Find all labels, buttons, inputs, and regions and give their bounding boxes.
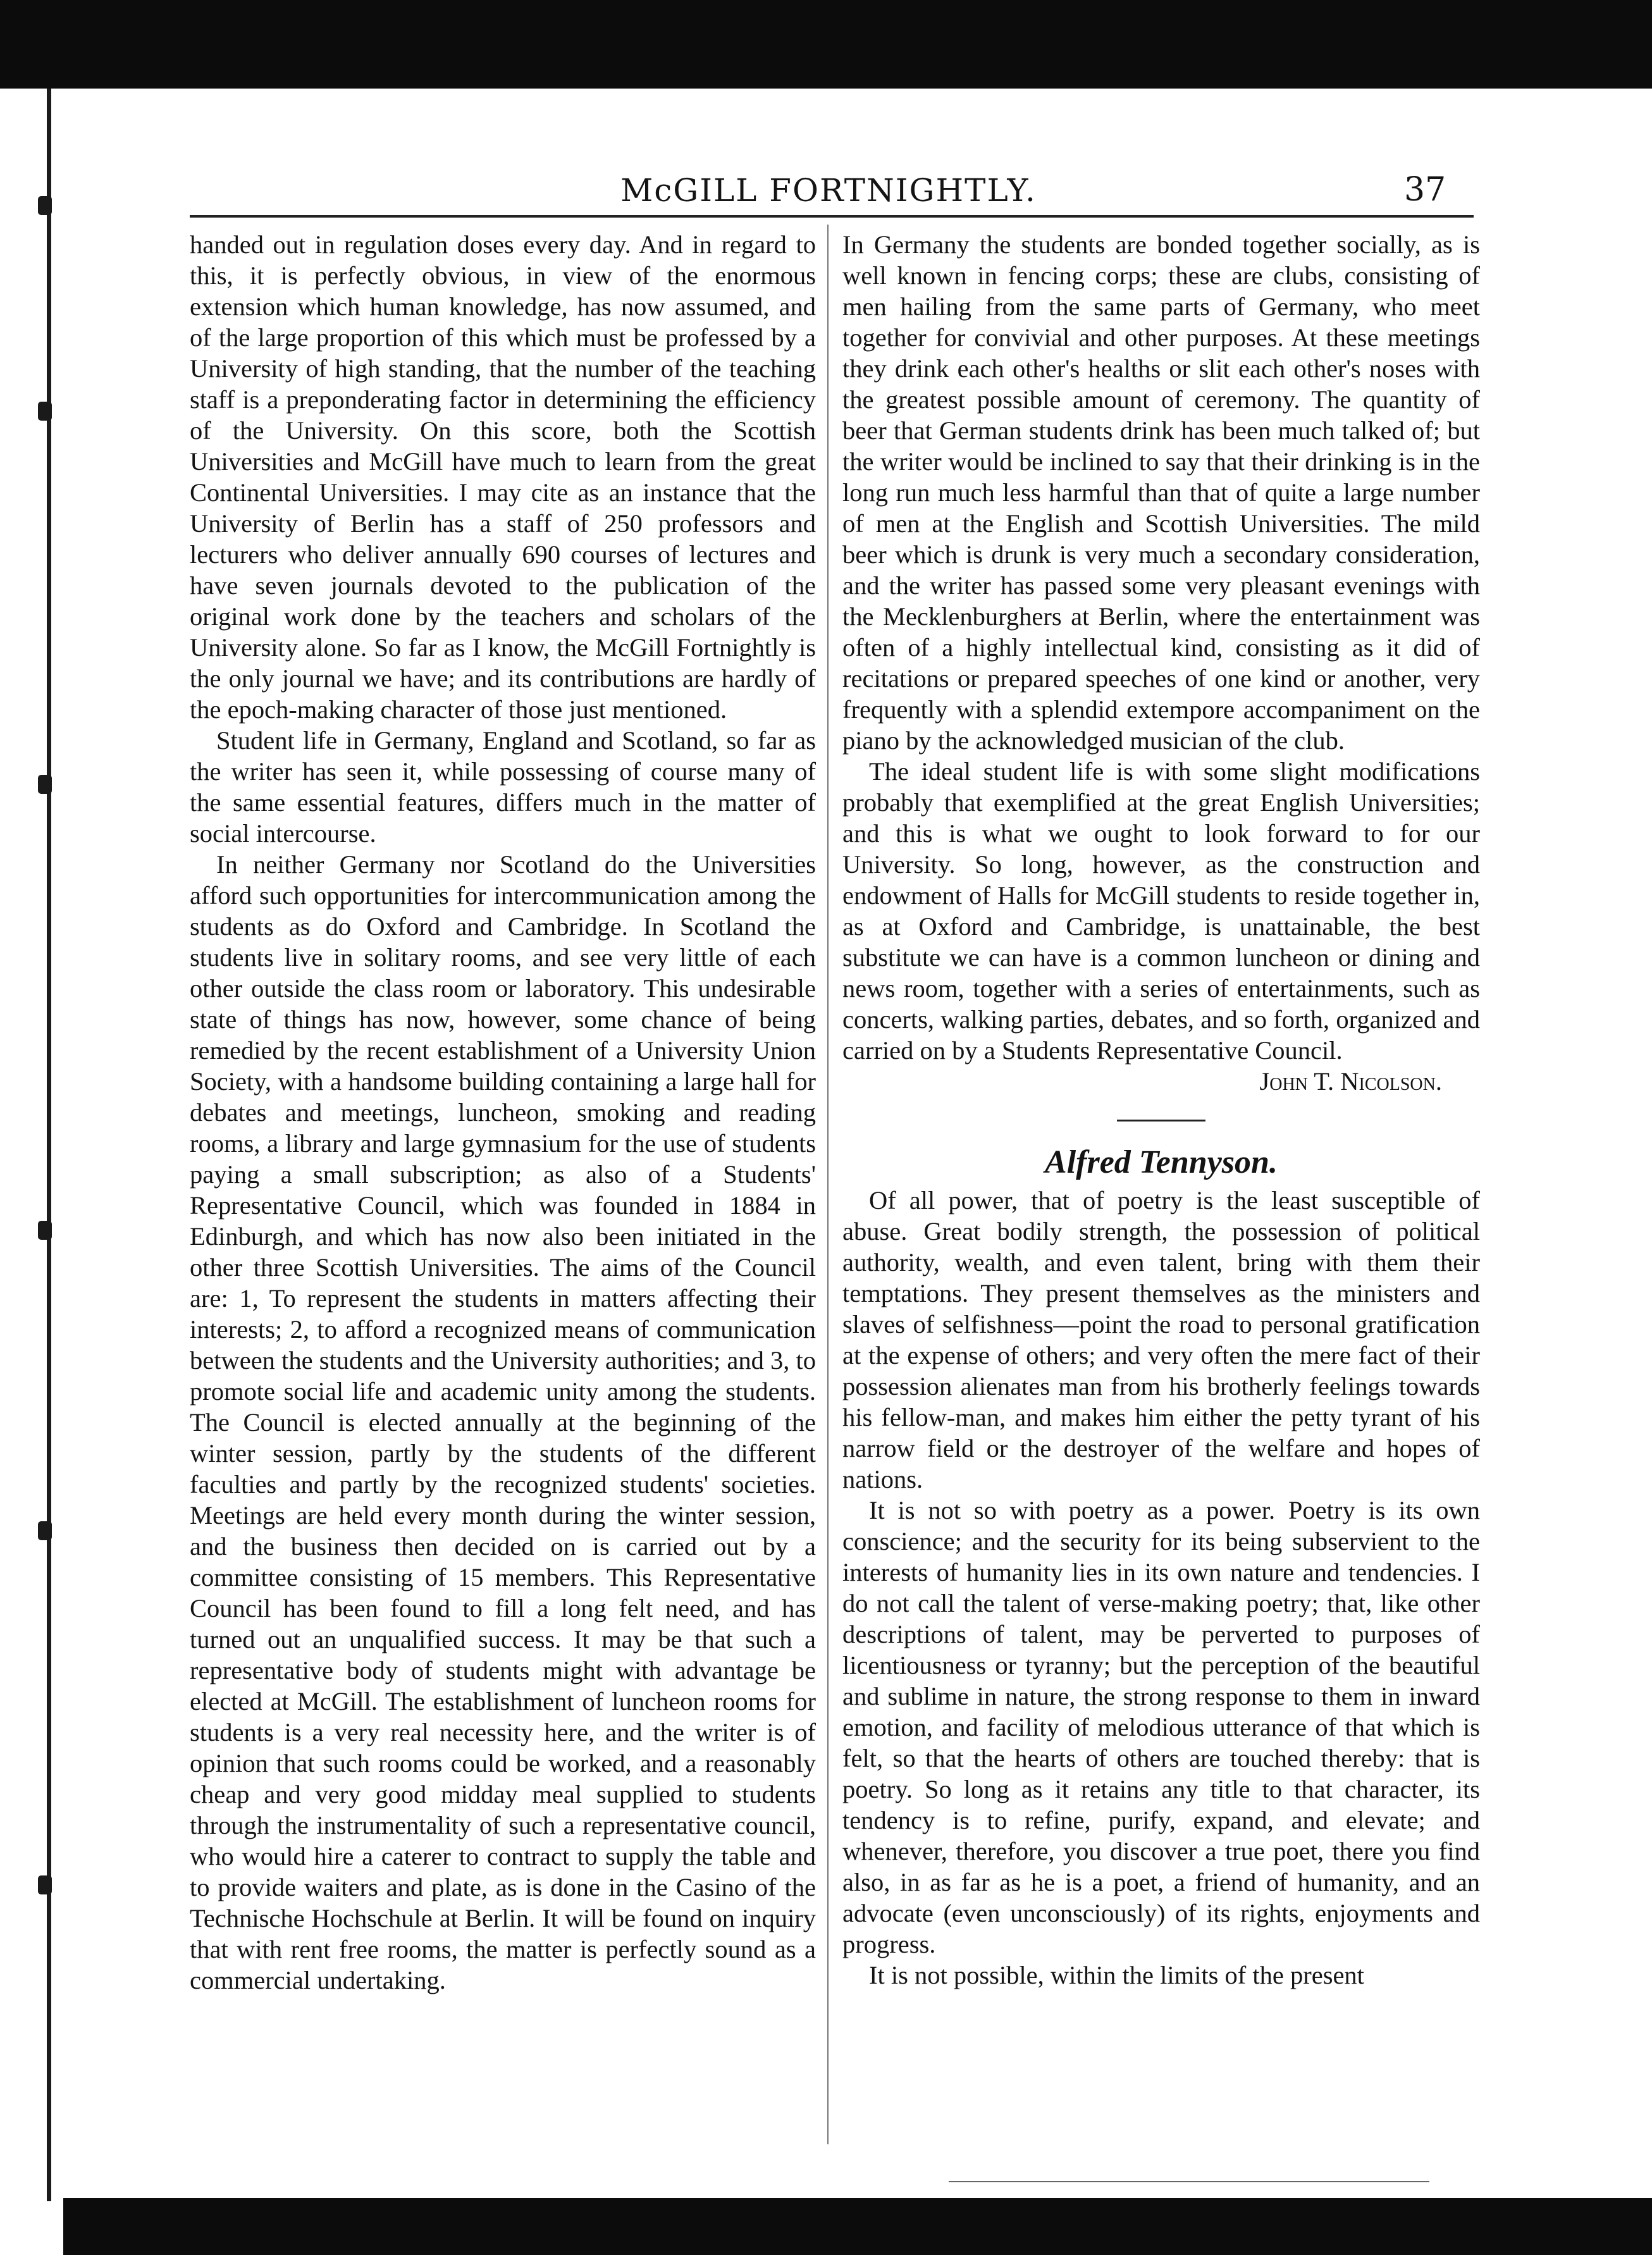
paragraph: It is not so with poetry as a power. Poetry is its own conscience; and the security for its being subservient to the interests of humanity lies in its own nature and tendencies. I do not call the talent of verse-making poetry; that, like other descriptions of talent, may be perverted to purposes of licentiousness or tyranny; but the perception of the beautiful and sublime in nature, the strong response to them in inward emotion, and facility of melodious utterance of that which is felt, so that the hearts of others are touched thereby: that is poetry. So long as it retains any title to that character, its tendency is to refine, purify, expand, and elevate; and whenever, therefore, you discover a true poet, there you find also, in as far as he is a poet, a friend of humanity, and an advocate (even unconsciously) of its rights, enjoyments and progress.	[842, 1496, 1480, 1958]
paragraph: In neither Germany nor Scotland do the Universities afford such opportunities for intercommunication among the students as do Oxford and Cambridge. In Scotland the students live in solitary rooms, and see very little of each other outside the class room or laboratory. This undesirable state of things has now, however, some chance of being remedied by the recent establishment of a University Union Society, with a handsome building containing a large hall for debates and meetings, luncheon, smoking and reading rooms, a library and large gymnasium for the use of students paying a small subscription; as also of a Students' Representative Council, which was founded in 1884 in Edinburgh, and which has now also been initiated in the other three Scottish Universities. The aims of the Council are: 1, To represent the students in matters affecting their interests; 2, to afford a recognized means of communication between the students and the University authorities; and 3, to promote social life and academic unity among the students. The Council is elected annually at the beginning of the winter session, partly by the students of the different faculties and partly by the recognized students' societies. Meetings are held every month during the winter session, and the business then decided on is carried out by a committee consisting of 15 members. This Representative Council has been found to fill a long felt need, and has turned out an unqualified success. It may be that such a representative body of students might with advantage be elected at McGill. The establishment of luncheon rooms for students is a very real necessity here, and the writer is of opinion that such rooms could be worked, and a reasonably cheap and very good midday meal supplied to students through the instrumentality of such a representative council, who would hire a caterer to contract to supply the table and to provide waiters and plate, as is done in the Casino of the Technische Hochschule at Berlin. It will be found on inquiry that with rent free rooms, the matter is perfectly sound as a commercial undertaking.	[190, 850, 816, 1994]
paragraph: The ideal student life is with some slight modifications probably that exemplified at the great English Universities; and this is what we ought to look forward to for our University. So long, however, as the construction and endowment of Halls for McGill students to reside together in, as at Oxford and Cambridge, is unattainable, the best substitute we can have is a common luncheon or dining and news room, together with a series of entertainments, such as concerts, walking parties, debates, and so forth, organized and carried on by a Students Representative Council.	[842, 757, 1480, 1065]
paragraph: handed out in regulation doses every day. And in regard to this, it is perfectly obvious, in view of the enormous extension which human knowledge, has now assumed, and of the large proportion of this which must be professed by a University of high standing, that the number of the teaching staff is a preponderating factor in determining the efficiency of the University. On this score, both the Scottish Universities and McGill have much to learn from the great Continental Universities. I may cite as an instance that the University of Berlin has a staff of 250 professors and lecturers who deliver annually 690 courses of lectures and have seven journals devoted to the publication of the original work done by the teachers and scholars of the University alone. So far as I know, the McGill Fortnightly is the only journal we have; and its contributions are hardly of the epoch-making character of those just mentioned.	[190, 230, 816, 724]
scan-edge-mark	[38, 775, 52, 794]
scan-edge-mark	[38, 1521, 52, 1540]
section-title: Alfred Tennyson.	[1045, 1144, 1278, 1180]
paragraph: Student life in Germany, England and Scotland, so far as the writer has seen it, while possessing of course many of the same essential features, differs much in the matter of social intercourse.	[190, 726, 816, 848]
paragraph: In Germany the students are bonded together socially, as is well known in fencing corps; these are clubs, consisting of men hailing from the same parts of Germany, who meet together for convivial and other purposes. At these meetings they drink each other's healths or slit each other's noses with the greatest possible amount of ceremony. The quantity of beer that German students drink has been much talked of; but the writer would be inclined to say that their drinking is in the long run much less harmful than that of quite a large number of men at the English and Scottish Universities. The mild beer which is drunk is very much a secondary consideration, and the writer has passed some very pleasant evenings with the Mecklenburghers at Berlin, where the entertainment was often of a highly intellectual kind, consisting as it did of recitations or prepared speeches of one kind or another, very frequently with a splendid extempore accompaniment on the piano by the acknowledged musician of the club.	[842, 230, 1480, 755]
section-divider	[1117, 1120, 1205, 1121]
page-number: 37	[1404, 171, 1446, 209]
right-column	[842, 229, 1480, 1991]
paragraph: Of all power, that of poetry is the least susceptible of abuse. Great bodily strength, the possession of political authority, wealth, and even talent, bring with them their temptations. They present themselves as the ministers and slaves of selfishness—point the road to personal gratification at the expense of others; and very often the mere fact of their possession alienates man from his brotherly feelings towards his fellow-man, and makes him either the petty tyrant of his narrow field or the destroyer of the welfare and hopes of nations.	[842, 1186, 1480, 1493]
running-header: McGILL FORTNIGHTLY.	[620, 172, 1037, 209]
paragraph: It is not possible, within the limits of the present	[869, 1961, 1364, 1989]
footer-rule	[949, 2181, 1429, 2182]
column-divider	[827, 225, 829, 2144]
author-signature: John T. Nicolson.	[1259, 1067, 1442, 1096]
left-column	[190, 229, 816, 1996]
scan-edge-mark	[38, 1221, 52, 1240]
scan-edge-mark	[38, 402, 52, 421]
scan-edge-mark	[38, 196, 52, 215]
header-rule	[190, 215, 1474, 218]
scan-edge-mark	[38, 1875, 52, 1894]
scan-top-border	[0, 0, 1652, 89]
scan-bottom-border	[63, 2198, 1652, 2255]
